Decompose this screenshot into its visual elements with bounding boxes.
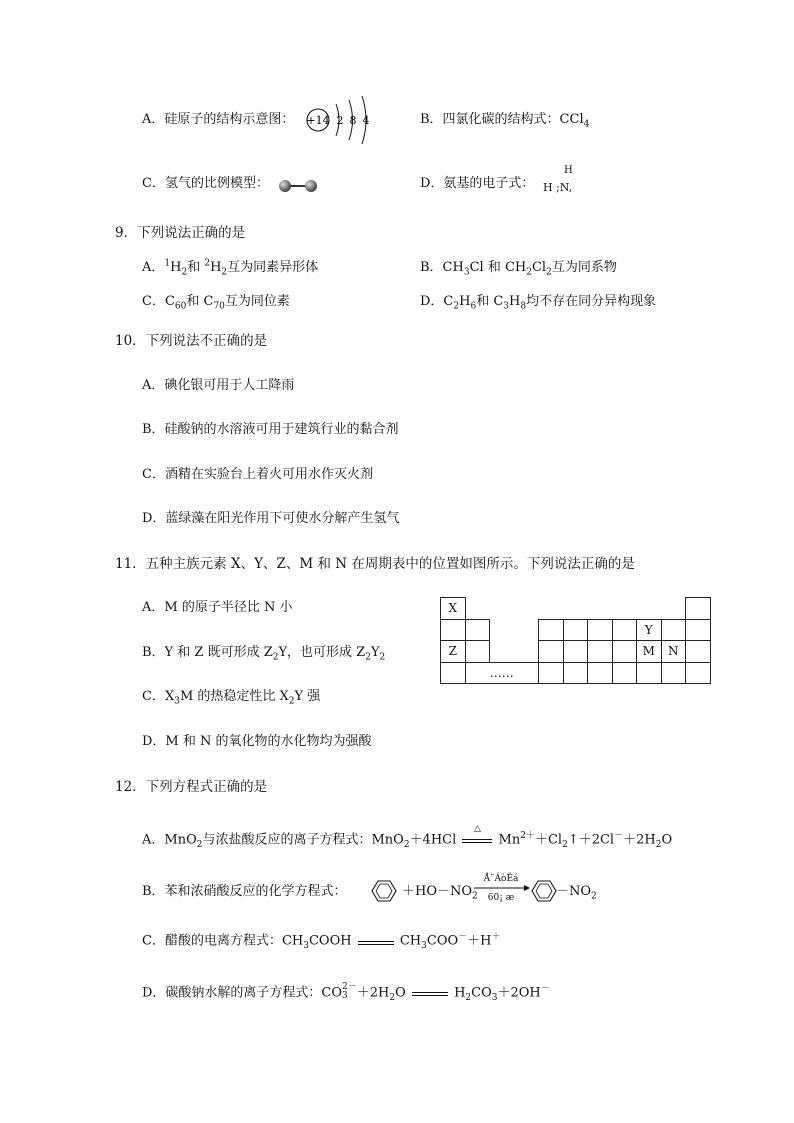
q11-stem: 11．五种主族元素 X、Y、Z、M 和 N 在周期表中的位置如图所示。下列说法正确的是 [115,556,635,572]
q9-option-a: A．$^1H_2$和 $^2H_2$互为同素异形体 [142,258,319,278]
q11-option-d: D．M 和 N 的氧化物的水化物均为强酸 [142,734,372,749]
cell-ellipsis: …… [465,662,539,684]
hydrogen-space-filling-model [276,178,322,194]
q10-option-c: C．酒精在实验台上着火可用水作灭火剂 [142,467,373,482]
amino-electron-formula-h: H [564,165,573,176]
reaction-condition-top: Å¨ÁòËá [483,874,519,884]
q12-option-b-product: $-NO_2$ [556,884,597,902]
cell-z: Z [441,641,466,663]
q8-option-d: D．氨基的电子式： [420,176,535,191]
reaction-arrow [474,884,530,892]
reversible-sign [356,933,396,949]
shell-electrons-3: 4 [362,114,370,127]
equals-sign [410,985,450,1001]
q9-option-b: B．$CH_3Cl$ 和 $CH_2Cl_2$互为同系物 [420,260,617,278]
silicon-atom-diagram [302,94,382,144]
hydrogen-ball-1 [279,180,291,192]
cell-noble-1 [686,598,711,620]
amino-electron-formula: H ;N, [543,181,573,194]
q8-option-c: C．氢气的比例模型： [142,176,269,191]
q9-option-d: D．$C_2H_6$和 $C_3H_8$均不存在同分异构现象 [420,294,657,312]
benzene-ring-icon [364,878,404,904]
nucleus-charge: +14 [306,114,330,127]
hydrogen-ball-2 [305,180,317,192]
q11-option-c: C．$X_3M$ 的热稳定性比 $X_2Y$ 强 [142,689,321,707]
q12-option-a: A．MnO$_2$与浓盐酸反应的离子方程式：MnO$_2$＋4HCl △ $Mn^{2+}+Cl_2↑+2Cl^-+2H_2O$ [142,824,673,851]
cell-y: Y [637,619,662,641]
shell-electrons-2: 8 [349,114,357,127]
q8-option-a [142,112,294,128]
q10-stem: 10．下列说法不正确的是 [115,333,268,349]
cell-x: X [441,598,466,620]
q10-option-d: D．蓝绿藻在阳光作用下可使水分解产生氢气 [142,511,400,526]
q11-option-a: A．M 的原子半径比 N 小 [142,600,293,615]
periodic-table-fragment [440,597,711,684]
q9-option-c: C．$C_{60}$和 $C_{70}$互为同位素 [142,294,290,312]
q12-option-b: B．苯和浓硝酸反应的化学方程式： [142,884,347,899]
reaction-condition-bottom: 60¡ æ [487,893,515,903]
q12-option-d: D．碳酸钠水解的离子方程式：CO 2－ 3 $+2H_2O$ $H_2CO_3+2OH^-$ [142,982,550,1004]
q12-stem: 12．下列方程式正确的是 [115,779,268,795]
cell-n: N [661,641,686,663]
q9-stem: 9．下列说法正确的是 [115,225,246,241]
q10-option-a: A．碘化银可用于人工降雨 [142,378,295,393]
q11-option-b: B．Y 和 Z 既可形成 $Z_2Y$，也可形成 $Z_2Y_2$ [142,645,386,663]
cell-m: M [637,641,662,663]
q8-option-a-text: A．硅原子的结构示意图： [142,112,295,127]
shell-electrons-1: 2 [336,114,344,127]
q12-option-b-reactant: $+HO-NO_2$ [402,884,478,902]
q12-option-c: C．醋酸的电离方程式：$CH_3COOH$ $CH_3COO^-+H^+$ [142,932,501,952]
q10-option-b: B．硅酸钠的水溶液可用于建筑行业的黏合剂 [142,422,399,437]
heating-equals-sign: △ [460,832,494,848]
q8-option-b: B．四氯化碳的结构式：CCl$_4$ [420,112,590,130]
